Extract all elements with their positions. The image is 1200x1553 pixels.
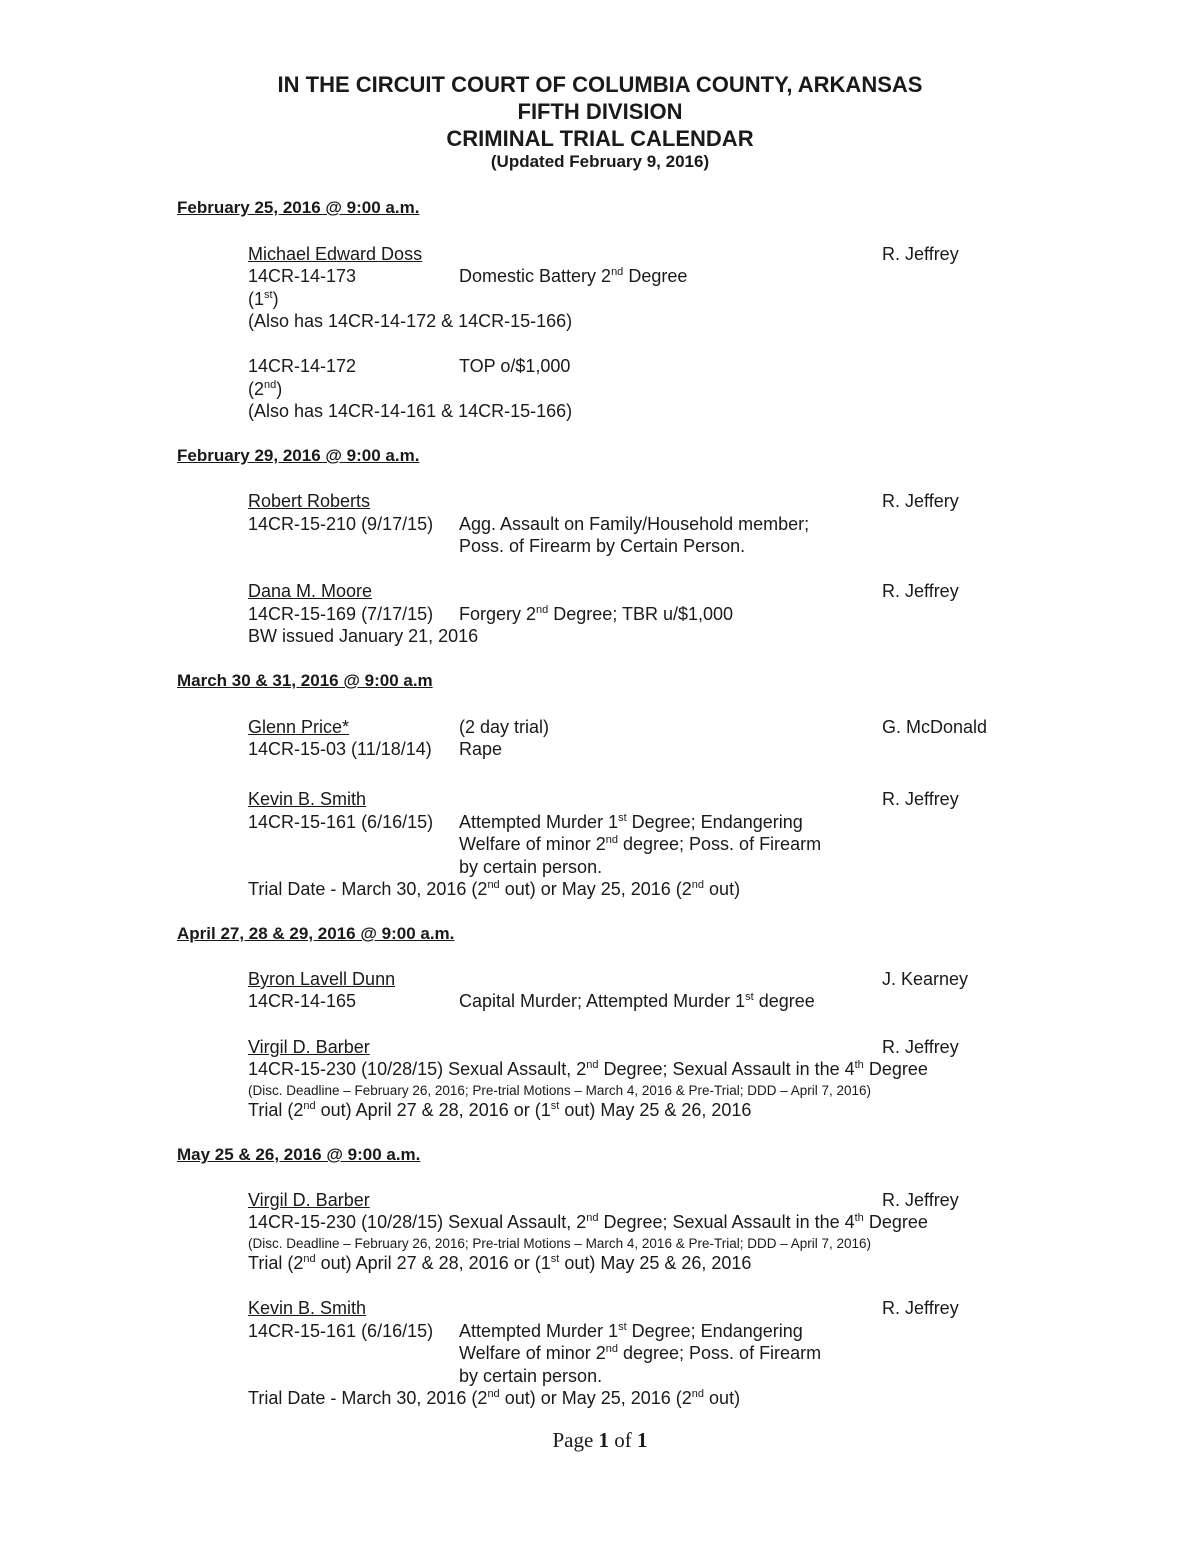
section-date: February 25, 2016 @ 9:00 a.m. [177, 198, 420, 217]
defendant-name: Byron Lavell Dunn [248, 969, 396, 989]
charge: Poss. of Firearm by Certain Person. [459, 536, 746, 556]
defendant-name: Kevin B. Smith [248, 1298, 367, 1318]
case-number: 14CR-15-169 (7/17/15) [248, 604, 434, 624]
trial-date-note: Trial (2nd out) April 27 & 28, 2016 or (1st out) May 25 & 26, 2016 [248, 1253, 752, 1273]
deadline-note: (Disc. Deadline – February 26, 2016; Pre-trial Motions – March 4, 2016 & Pre-Trial; DDD – April 7, 2016) [248, 1236, 872, 1251]
charge: TOP o/$1,000 [459, 356, 571, 376]
defendant-name: Virgil D. Barber [248, 1037, 370, 1057]
case-number: 14CR-15-03 (11/18/14) [248, 739, 432, 759]
charge: Agg. Assault on Family/Household member; [459, 514, 810, 534]
updated-date: (Updated February 9, 2016) [490, 152, 710, 171]
case-number: 14CR-15-161 (6/16/15) [248, 1321, 434, 1341]
case-number: 14CR-14-173 [248, 266, 357, 286]
attorney-name: J. Kearney [882, 969, 969, 989]
case-charge-line: 14CR-15-230 (10/28/15) Sexual Assault, 2nd Degree; Sexual Assault in the 4th Degree [248, 1212, 928, 1232]
charge: by certain person. [459, 1366, 603, 1386]
related-cases: (Also has 14CR-14-172 & 14CR-15-166) [248, 311, 573, 331]
section-date: April 27, 28 & 29, 2016 @ 9:00 a.m. [177, 924, 455, 943]
case-order: (1st) [248, 289, 279, 309]
attorney-name: G. McDonald [882, 717, 988, 737]
case-number: 14CR-15-210 (9/17/15) [248, 514, 434, 534]
defendant-name: Dana M. Moore [248, 581, 373, 601]
trial-date-note: Trial Date - March 30, 2016 (2nd out) or May 25, 2016 (2nd out) [248, 879, 741, 899]
charge: Rape [459, 739, 503, 759]
trial-date-note: Trial (2nd out) April 27 & 28, 2016 or (1st out) May 25 & 26, 2016 [248, 1100, 752, 1120]
page-number-footer: Page 1 of 1 [552, 1428, 648, 1452]
case-number: 14CR-14-165 [248, 991, 357, 1011]
charge: Welfare of minor 2nd degree; Poss. of Firearm [459, 1343, 822, 1363]
charge: Attempted Murder 1st Degree; Endangering [459, 1321, 803, 1341]
attorney-name: R. Jeffrey [882, 1298, 959, 1318]
court-title: IN THE CIRCUIT COURT OF COLUMBIA COUNTY, ARKANSAS [277, 72, 923, 97]
charge: Forgery 2nd Degree; TBR u/$1,000 [459, 604, 734, 624]
charge: by certain person. [459, 857, 603, 877]
section-date: May 25 & 26, 2016 @ 9:00 a.m. [177, 1145, 421, 1164]
attorney-name: R. Jeffrey [882, 789, 959, 809]
section-date: February 29, 2016 @ 9:00 a.m. [177, 446, 420, 465]
warrant-note: BW issued January 21, 2016 [248, 626, 479, 646]
attorney-name: R. Jeffrey [882, 244, 959, 264]
defendant-name: Kevin B. Smith [248, 789, 367, 809]
division-title: FIFTH DIVISION [517, 99, 683, 124]
attorney-name: R. Jeffery [882, 491, 959, 511]
defendant-name: Michael Edward Doss [248, 244, 423, 264]
attorney-name: R. Jeffrey [882, 1037, 959, 1057]
case-number: 14CR-15-161 (6/16/15) [248, 812, 434, 832]
defendant-name: Robert Roberts [248, 491, 371, 511]
trial-date-note: Trial Date - March 30, 2016 (2nd out) or May 25, 2016 (2nd out) [248, 1388, 741, 1408]
attorney-name: R. Jeffrey [882, 1190, 959, 1210]
charge: Capital Murder; Attempted Murder 1st degree [459, 991, 815, 1011]
case-number: 14CR-14-172 [248, 356, 357, 376]
defendant-name: Glenn Price* [248, 717, 350, 737]
calendar-title: CRIMINAL TRIAL CALENDAR [446, 126, 754, 151]
attorney-name: R. Jeffrey [882, 581, 959, 601]
charge: Welfare of minor 2nd degree; Poss. of Firearm [459, 834, 822, 854]
charge: Domestic Battery 2nd Degree [459, 266, 688, 286]
case-order: (2nd) [248, 379, 283, 399]
deadline-note: (Disc. Deadline – February 26, 2016; Pre-trial Motions – March 4, 2016 & Pre-Trial; DDD – April 7, 2016) [248, 1083, 872, 1098]
trial-length: (2 day trial) [459, 717, 550, 737]
section-date: March 30 & 31, 2016 @ 9:00 a.m [177, 671, 433, 690]
defendant-name: Virgil D. Barber [248, 1190, 370, 1210]
related-cases: (Also has 14CR-14-161 & 14CR-15-166) [248, 401, 573, 421]
case-charge-line: 14CR-15-230 (10/28/15) Sexual Assault, 2nd Degree; Sexual Assault in the 4th Degree [248, 1059, 928, 1079]
charge: Attempted Murder 1st Degree; Endangering [459, 812, 803, 832]
